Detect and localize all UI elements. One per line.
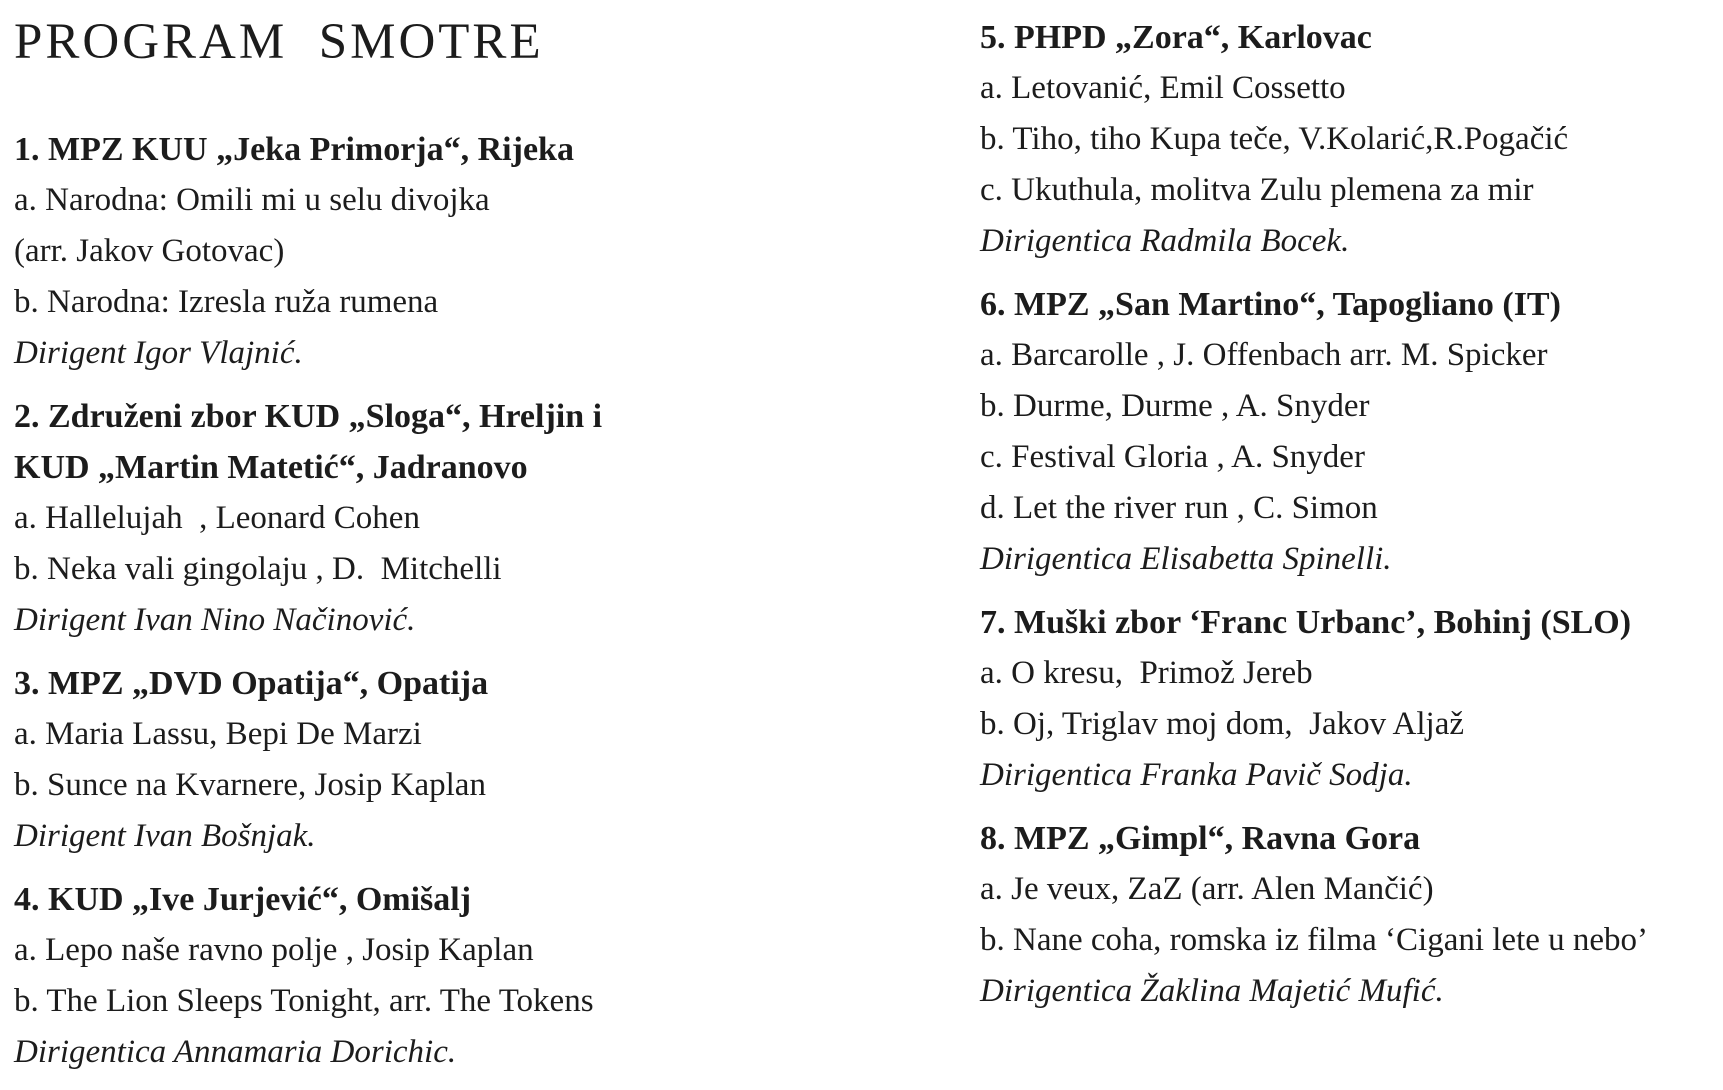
song-item: b. The Lion Sleeps Tonight, arr. The Tokens — [14, 983, 594, 1019]
left-groups — [14, 124, 954, 1078]
song-item: b. Neka vali gingolaju , D. Mitchelli — [14, 551, 502, 587]
choir-entry — [14, 391, 954, 646]
right-groups — [980, 12, 1700, 1017]
song-item: b. Tiho, tiho Kupa teče, V.Kolarić,R.Pogačić — [980, 121, 1569, 157]
choir-entry — [980, 12, 1700, 267]
song-item: a. Barcarolle , J. Offenbach arr. M. Spicker — [980, 337, 1548, 373]
right-column — [980, 12, 1700, 1029]
choir-entry — [980, 813, 1700, 1017]
conductor-name: Dirigent Igor Vlajnić. — [14, 335, 303, 371]
song-item: b. Durme, Durme , A. Snyder — [980, 388, 1370, 424]
choir-name: 6. MPZ „San Martino“, Tapogliano (IT) — [980, 286, 1561, 323]
song-item: a. O kresu, Primož Jereb — [980, 655, 1313, 691]
song-item: a. Lepo naše ravno polje , Josip Kaplan — [14, 932, 534, 968]
song-item: b. Nane coha, romska iz filma ‘Cigani lete u nebo’ — [980, 922, 1649, 958]
song-item: (arr. Jakov Gotovac) — [14, 233, 285, 269]
choir-name: 1. MPZ KUU „Jeka Primorja“, Rijeka — [14, 131, 574, 168]
page-title: PROGRAM SMOTRE — [14, 14, 544, 70]
choir-entry — [980, 279, 1700, 585]
song-item: c. Festival Gloria , A. Snyder — [980, 439, 1365, 475]
song-item: a. Maria Lassu, Bepi De Marzi — [14, 716, 422, 752]
song-item: a. Je veux, ZaZ (arr. Alen Mančić) — [980, 871, 1434, 907]
conductor-name: Dirigentica Annamaria Dorichic. — [14, 1034, 457, 1070]
conductor-name: Dirigentica Radmila Bocek. — [980, 223, 1350, 259]
choir-name: 3. MPZ „DVD Opatija“, Opatija — [14, 665, 489, 702]
choir-name: 7. Muški zbor ‘Franc Urbanc’, Bohinj (SLO) — [980, 604, 1632, 641]
title-spacer — [14, 72, 954, 124]
song-item: a. Narodna: Omili mi u selu divojka — [14, 182, 490, 218]
song-item: b. Narodna: Izresla ruža rumena — [14, 284, 439, 320]
song-item: b. Oj, Triglav moj dom, Jakov Aljaž — [980, 706, 1465, 742]
choir-entry — [14, 658, 954, 862]
choir-name: KUD „Martin Matetić“, Jadranovo — [14, 449, 528, 486]
left-column — [14, 0, 954, 1090]
choir-name: 8. MPZ „Gimpl“, Ravna Gora — [980, 820, 1421, 857]
song-item: c. Ukuthula, molitva Zulu plemena za mir — [980, 172, 1534, 208]
conductor-name: Dirigentica Elisabetta Spinelli. — [980, 541, 1392, 577]
song-item: a. Hallelujah , Leonard Cohen — [14, 500, 420, 536]
conductor-name: Dirigent Ivan Bošnjak. — [14, 818, 316, 854]
song-item: b. Sunce na Kvarnere, Josip Kaplan — [14, 767, 486, 803]
conductor-name: Dirigent Ivan Nino Načinović. — [14, 602, 416, 638]
choir-entry — [980, 597, 1700, 801]
choir-entry — [14, 124, 954, 379]
choir-name: 5. PHPD „Zora“, Karlovac — [980, 19, 1372, 56]
choir-name: 2. Združeni zbor KUD „Sloga“, Hreljin i — [14, 398, 603, 435]
conductor-name: Dirigentica Franka Pavič Sodja. — [980, 757, 1413, 793]
song-item: d. Let the river run , C. Simon — [980, 490, 1378, 526]
choir-entry — [14, 874, 954, 1078]
choir-name: 4. KUD „Ive Jurjević“, Omišalj — [14, 881, 472, 918]
song-item: a. Letovanić, Emil Cossetto — [980, 70, 1346, 106]
conductor-name: Dirigentica Žaklina Majetić Mufić. — [980, 973, 1444, 1009]
